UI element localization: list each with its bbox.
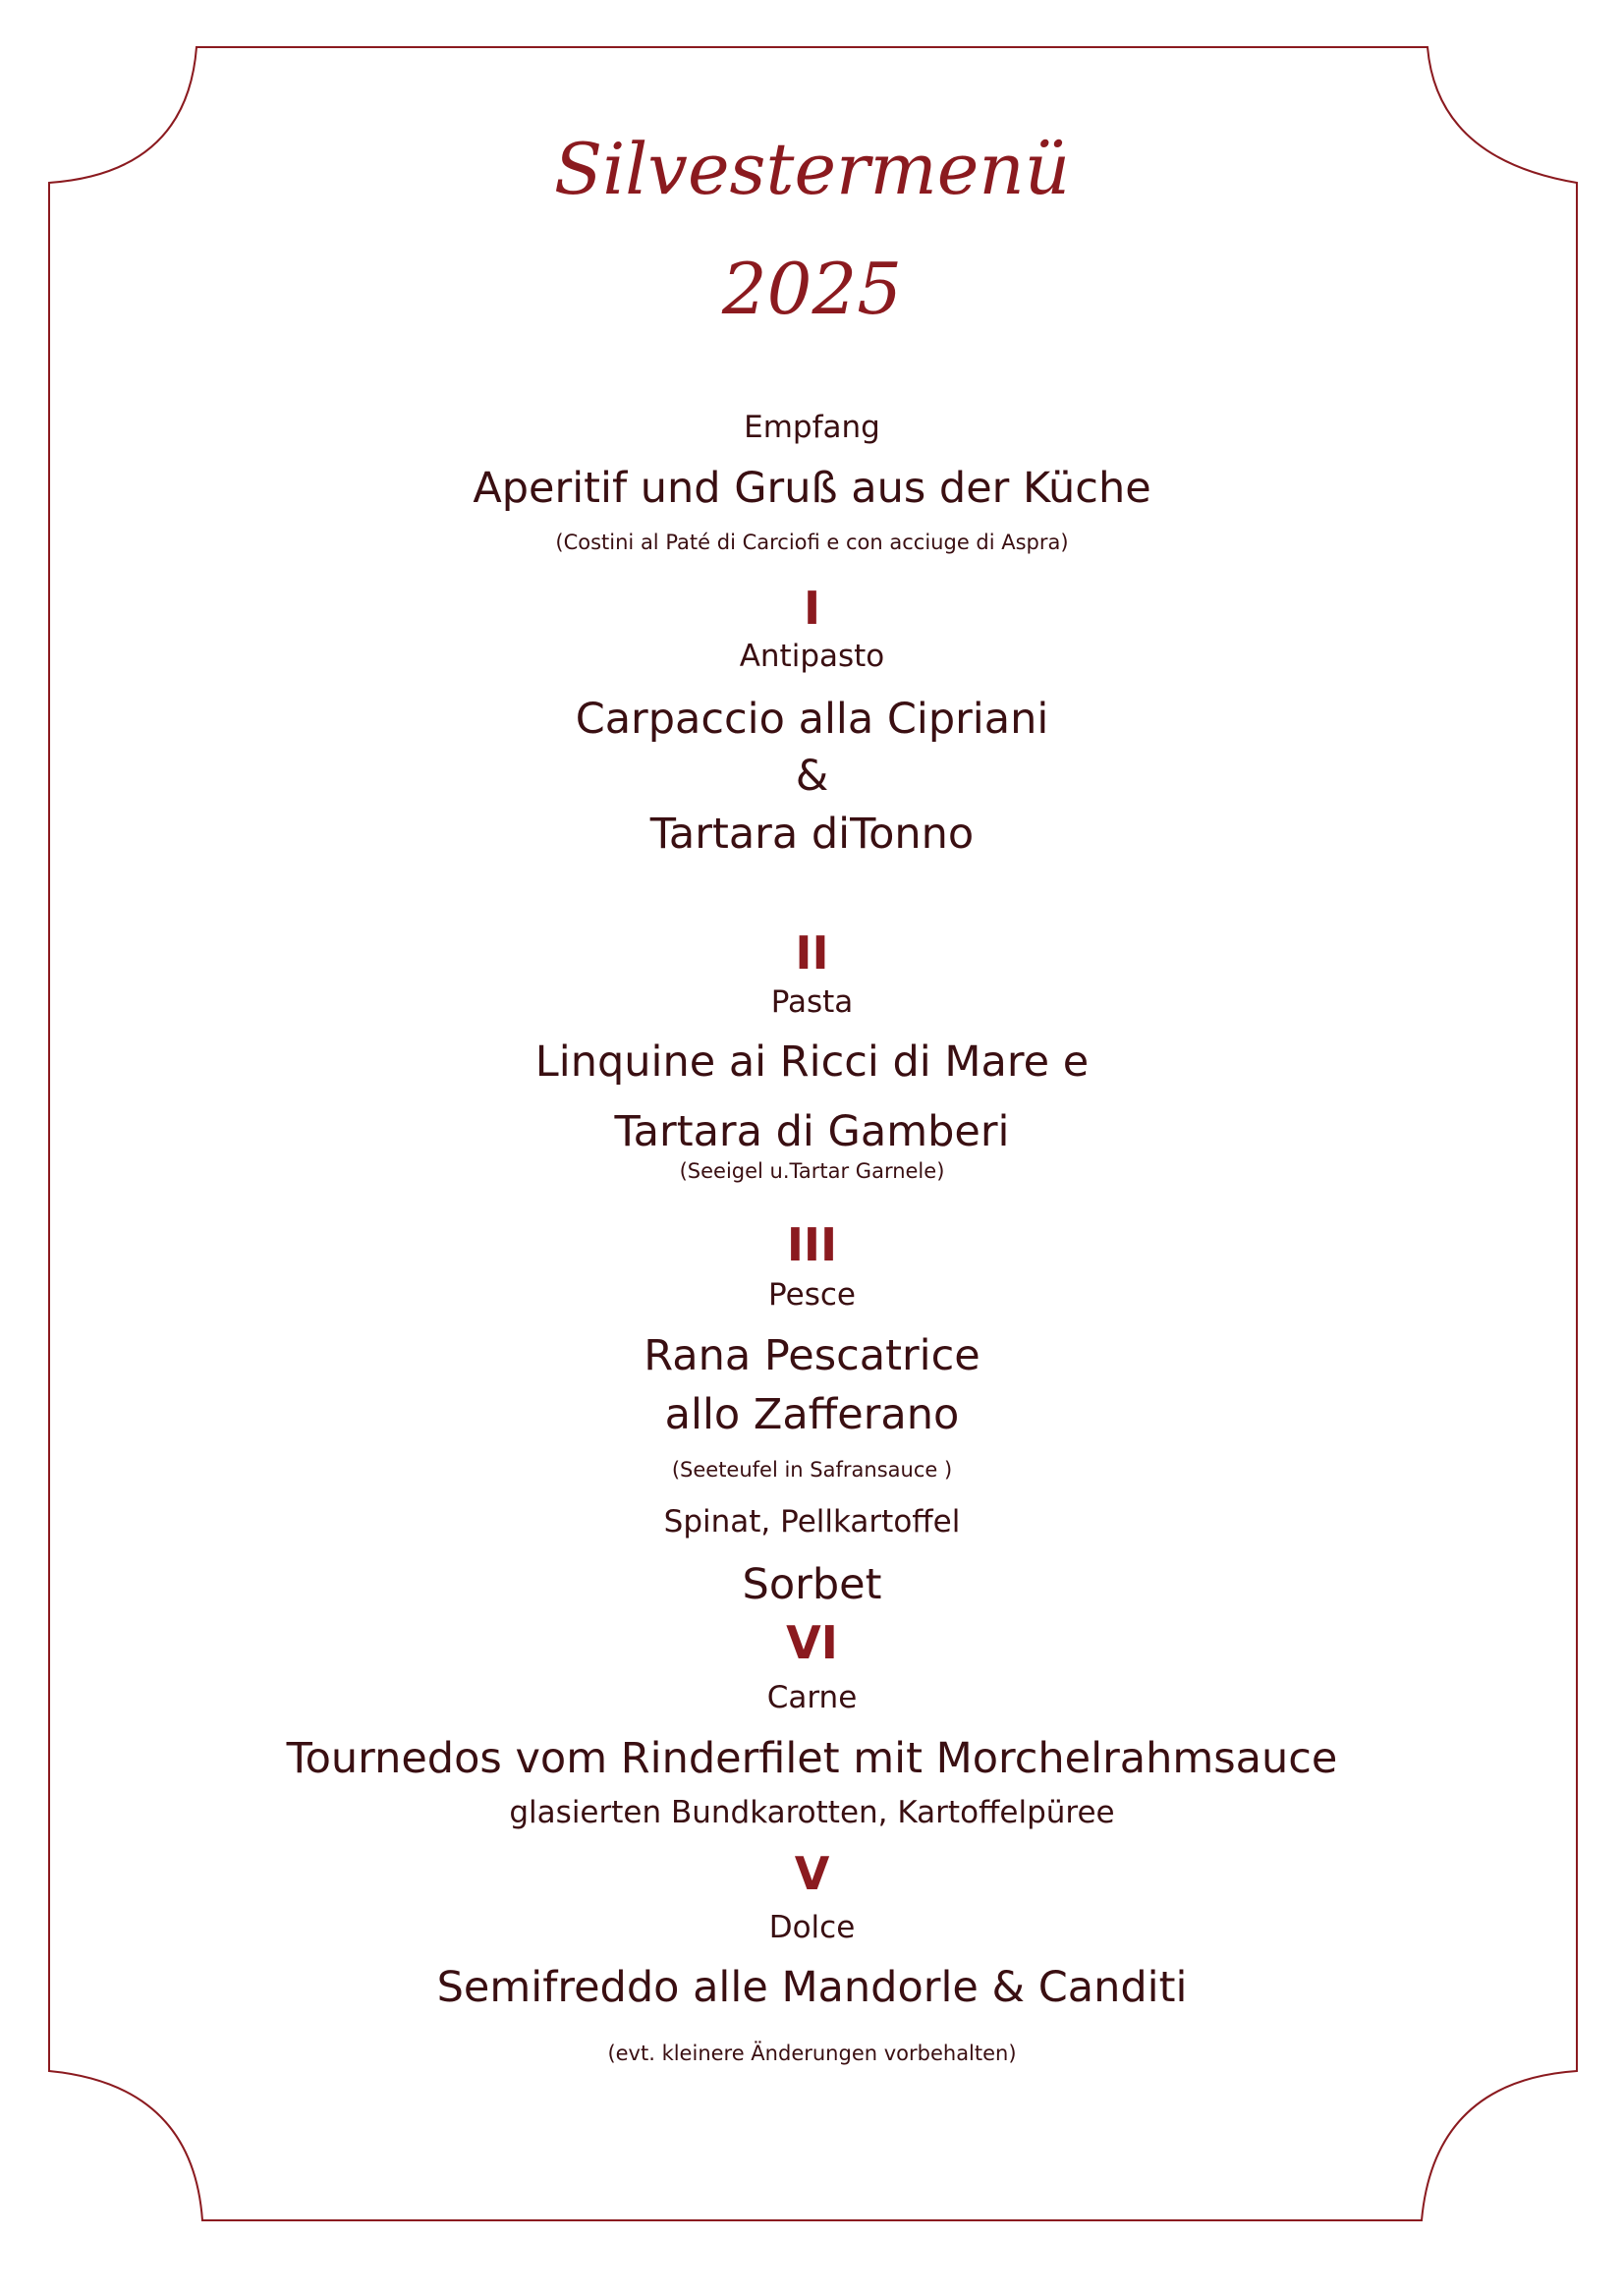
- course-1-dish-line2: Tartara diTonno: [649, 810, 975, 859]
- course-2-dish-line2: Tartara di Gamberi: [614, 1107, 1010, 1156]
- course-4-sides: glasierten Bundkarotten, Kartoffelpüree: [509, 1795, 1115, 1830]
- menu-title: Silvestermenü: [553, 128, 1071, 210]
- course-3-sides: Spinat, Pellkartoffel: [663, 1504, 961, 1540]
- course-1-number: I: [803, 582, 821, 635]
- footnote: (evt. kleinere Änderungen vorbehalten): [607, 2042, 1017, 2065]
- course-3-number: III: [786, 1218, 838, 1271]
- course-3-dish-line2: allo Zafferano: [664, 1390, 960, 1439]
- course-4-label: Carne: [766, 1680, 858, 1715]
- course-2-note: (Seeigel u.Tartar Garnele): [679, 1159, 945, 1183]
- course-2-label: Pasta: [770, 984, 854, 1020]
- course-3-label: Pesce: [768, 1277, 856, 1313]
- course-5-number: V: [794, 1847, 830, 1900]
- course-4-dish: Tournedos vom Rinderfilet mit Morchelrahmsauce: [286, 1734, 1338, 1783]
- menu-year: 2025: [721, 248, 903, 330]
- course-5-dish: Semifreddo alle Mandorle & Canditi: [436, 1963, 1188, 2012]
- course-1-dish-line1: Carpaccio alla Cipriani: [575, 695, 1049, 744]
- course-3-dish-line1: Rana Pescatrice: [644, 1331, 980, 1380]
- sorbet: Sorbet: [742, 1560, 882, 1609]
- course-4-number: VI: [786, 1616, 838, 1669]
- course-2-dish-line1: Linquine ai Ricci di Mare e: [534, 1037, 1090, 1087]
- course-1-label: Antipasto: [739, 639, 885, 674]
- empfang-note: (Costini al Paté di Carciofi e con acciuge di Aspra): [555, 531, 1069, 554]
- course-3-note: (Seeteufel in Safransauce ): [671, 1458, 953, 1482]
- course-1-and: &: [795, 752, 829, 801]
- empfang-label: Empfang: [744, 410, 880, 445]
- course-5-label: Dolce: [768, 1910, 856, 1945]
- empfang-dish: Aperitif und Gruß aus der Küche: [473, 464, 1151, 513]
- course-2-number: II: [795, 926, 829, 980]
